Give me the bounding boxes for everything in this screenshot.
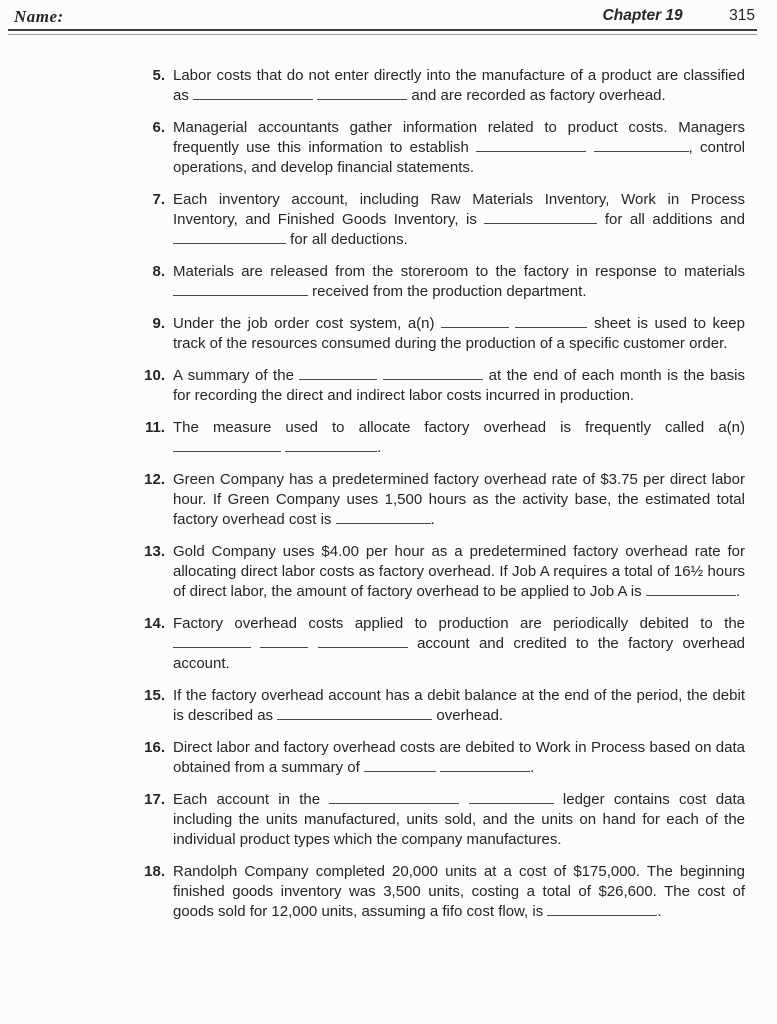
question-item	[135, 614, 745, 674]
question-number: 14.	[144, 615, 165, 632]
question-number: 8.	[152, 263, 165, 280]
question-text: Direct labor and factory overhead costs are debited to Work in Process based on data obtained from a summary of .	[173, 739, 745, 776]
header	[0, 0, 777, 27]
fill-in-blank	[476, 138, 586, 152]
question-number: 11.	[144, 419, 165, 436]
question-text: Randolph Company completed 20,000 units at a cost of $175,000. The beginning finished goods inventory was 3,500 units, costing a total of $26,600. The cost of goods sold for 12,000 units, assuming a fifo cost flow, is .	[173, 863, 745, 920]
question-number: 18.	[144, 863, 165, 880]
question-item	[135, 118, 745, 178]
question-text: The measure used to allocate factory overhead is frequently called a(n) .	[173, 419, 745, 456]
question-item	[135, 418, 745, 458]
question-item	[135, 738, 745, 778]
header-right	[603, 7, 755, 25]
fill-in-blank	[646, 582, 736, 596]
question-text: A summary of the at the end of each month is the basis for recording the direct and indirect labor costs incurred in production.	[173, 367, 745, 404]
fill-in-blank	[484, 210, 597, 224]
question-number: 9.	[152, 315, 165, 332]
fill-in-blank	[317, 86, 407, 100]
question-text: If the factory overhead account has a debit balance at the end of the period, the debit is described as overhead.	[173, 687, 745, 724]
question-number: 10.	[144, 367, 165, 384]
page-number: 315	[729, 7, 755, 24]
question-item	[135, 542, 745, 602]
question-item	[135, 262, 745, 302]
question-number: 12.	[144, 471, 165, 488]
question-item	[135, 66, 745, 106]
question-number: 15.	[144, 687, 165, 704]
fill-in-blank	[441, 314, 509, 328]
question-item	[135, 314, 745, 354]
chapter-label: Chapter 19	[602, 7, 683, 24]
questions-list	[0, 66, 777, 922]
question-item	[135, 470, 745, 530]
question-number: 16.	[144, 739, 165, 756]
question-number: 7.	[152, 191, 165, 208]
question-text: Managerial accountants gather information related to product costs. Managers frequently use this information to establish , control operations, and develop financial statements.	[173, 119, 745, 176]
fill-in-blank	[173, 230, 286, 244]
fill-in-blank	[440, 758, 530, 772]
question-number: 5.	[152, 67, 165, 84]
question-text: Materials are released from the storeroom to the factory in response to materials received from the production department.	[173, 263, 745, 300]
fill-in-blank	[260, 634, 308, 648]
fill-in-blank	[469, 790, 554, 804]
question-item	[135, 686, 745, 726]
question-number: 13.	[144, 543, 165, 560]
question-number: 6.	[152, 119, 165, 136]
fill-in-blank	[329, 790, 459, 804]
fill-in-blank	[173, 438, 281, 452]
question-text: Each account in the ledger contains cost data including the units manufactured, units sold, and the units on hand for each of the individual product types which the company manufactures.	[173, 791, 745, 848]
fill-in-blank	[336, 510, 431, 524]
fill-in-blank	[547, 902, 657, 916]
question-text: Gold Company uses $4.00 per hour as a predetermined factory overhead rate for allocating direct labor costs as factory overhead. If Job A requires a total of 16½ hours of direct labor, the amount of factory overhead to be applied to Job A is .	[173, 543, 745, 600]
fill-in-blank	[318, 634, 408, 648]
fill-in-blank	[383, 366, 483, 380]
question-text: Labor costs that do not enter directly into the manufacture of a product are classified as and are recorded as factory overhead.	[173, 67, 745, 104]
fill-in-blank	[173, 634, 251, 648]
question-text: Each inventory account, including Raw Materials Inventory, Work in Process Inventory, and Finished Goods Inventory, is for all additions and for all deductions.	[173, 191, 745, 248]
question-text: Green Company has a predetermined factory overhead rate of $3.75 per direct labor hour. If Green Company uses 1,500 hours as the activity base, the estimated total factory overhead cost is .	[173, 471, 745, 528]
fill-in-blank	[173, 282, 308, 296]
fill-in-blank	[299, 366, 377, 380]
header-rule	[8, 29, 757, 35]
fill-in-blank	[364, 758, 436, 772]
question-item	[135, 366, 745, 406]
question-item	[135, 862, 745, 922]
fill-in-blank	[277, 706, 432, 720]
question-text: Under the job order cost system, a(n) sheet is used to keep track of the resources consumed during the production of a specific customer order.	[173, 315, 745, 352]
question-text: Factory overhead costs applied to production are periodically debited to the account and credited to the factory overhead account.	[173, 615, 746, 672]
fill-in-blank	[515, 314, 587, 328]
fill-in-blank	[193, 86, 313, 100]
fill-in-blank	[285, 438, 377, 452]
question-item	[135, 790, 745, 850]
fill-in-blank	[594, 138, 689, 152]
question-number: 17.	[144, 791, 165, 808]
question-item	[135, 190, 745, 250]
name-label: Name:	[14, 7, 64, 26]
